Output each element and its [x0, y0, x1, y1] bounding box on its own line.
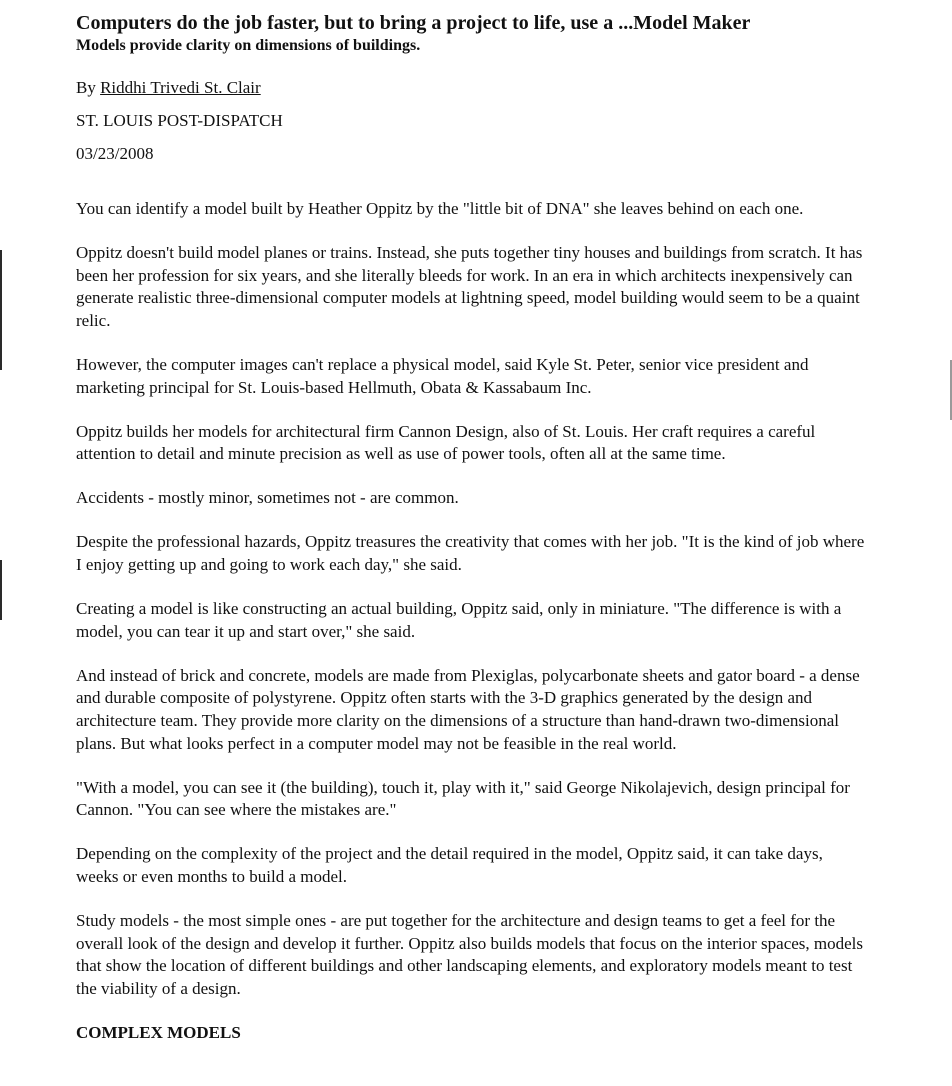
byline-prefix: By [76, 78, 101, 97]
byline [76, 78, 866, 98]
publication-date: 03/23/2008 [76, 144, 154, 163]
paragraph: Depending on the complexity of the project and the detail required in the model, Oppitz said, it can take days, weeks or even months to build a model. [76, 844, 823, 886]
paragraph: "With a model, you can see it (the building), touch it, play with it," said George Nikolajevich, design principal for Cannon. "You can see where the mistakes are." [76, 777, 850, 820]
article-body [76, 198, 866, 1044]
paragraph: Despite the professional hazards, Oppitz treasures the creativity that comes with her job. "It is the kind of job where I enjoy getting up and going to work each day," she said. [76, 532, 865, 575]
paragraph: And instead of brick and concrete, models are made from Plexiglas, polycarbonate sheets and gator board - a dense and durable composite of polystyrene. Oppitz often starts with the 3-D graphics generated by the design and architecture team. They provide more clarity on the dimensions of a structure than hand-drawn two-dimensional plans. But what looks perfect in a computer model may not be feasible in the real world. [76, 665, 860, 753]
scan-edge-mark [0, 250, 2, 370]
paragraph: Creating a model is like constructing an actual building, Oppitz said, only in miniature. "The difference is with a model, you can tear it up and start over," she said. [76, 599, 842, 641]
publication-name: ST. LOUIS POST-DISPATCH [76, 111, 283, 130]
paragraph: Accidents - mostly minor, sometimes not - are common. [76, 488, 459, 508]
scan-edge-mark [0, 560, 2, 620]
article-subhead: Models provide clarity on dimensions of buildings. [76, 37, 421, 54]
paragraph: However, the computer images can't replace a physical model, said Kyle St. Peter, senior vice president and marketing principal for St. Louis-based Hellmuth, Obata & Kassabaum Inc. [76, 354, 809, 397]
scan-edge-left [0, 0, 3, 1086]
author-link[interactable]: Riddhi Trivedi St. Clair [100, 78, 261, 97]
section-heading: COMPLEX MODELS [76, 1022, 241, 1042]
paragraph: Oppitz builds her models for architectural firm Cannon Design, also of St. Louis. Her craft requires a careful attention to detail and minute precision as well as use of power tools, often all at the same time. [76, 421, 816, 464]
paragraph: You can identify a model built by Heather Oppitz by the "little bit of DNA" she leaves behind on each one. [76, 199, 804, 218]
paragraph: Study models - the most simple ones - are put together for the architecture and design teams to get a feel for the overall look of the design and develop it further. Oppitz also builds models that focus on the interior spaces, models that show the location of different buildings and other landscaping elements, and exploratory models meant to test the viability of a design. [76, 911, 864, 998]
article-headline: Computers do the job faster, but to bring a project to life, use a ...Model Maker [76, 12, 751, 34]
paragraph: Oppitz doesn't build model planes or trains. Instead, she puts together tiny houses and buildings from scratch. It has been her profession for six years, and she literally bleeds for work. In an era in which architects inexpensively can generate realistic three-dimensional computer models at lightning speed, model building would seem to be a quaint relic. [76, 243, 863, 330]
article-page [76, 10, 866, 1044]
